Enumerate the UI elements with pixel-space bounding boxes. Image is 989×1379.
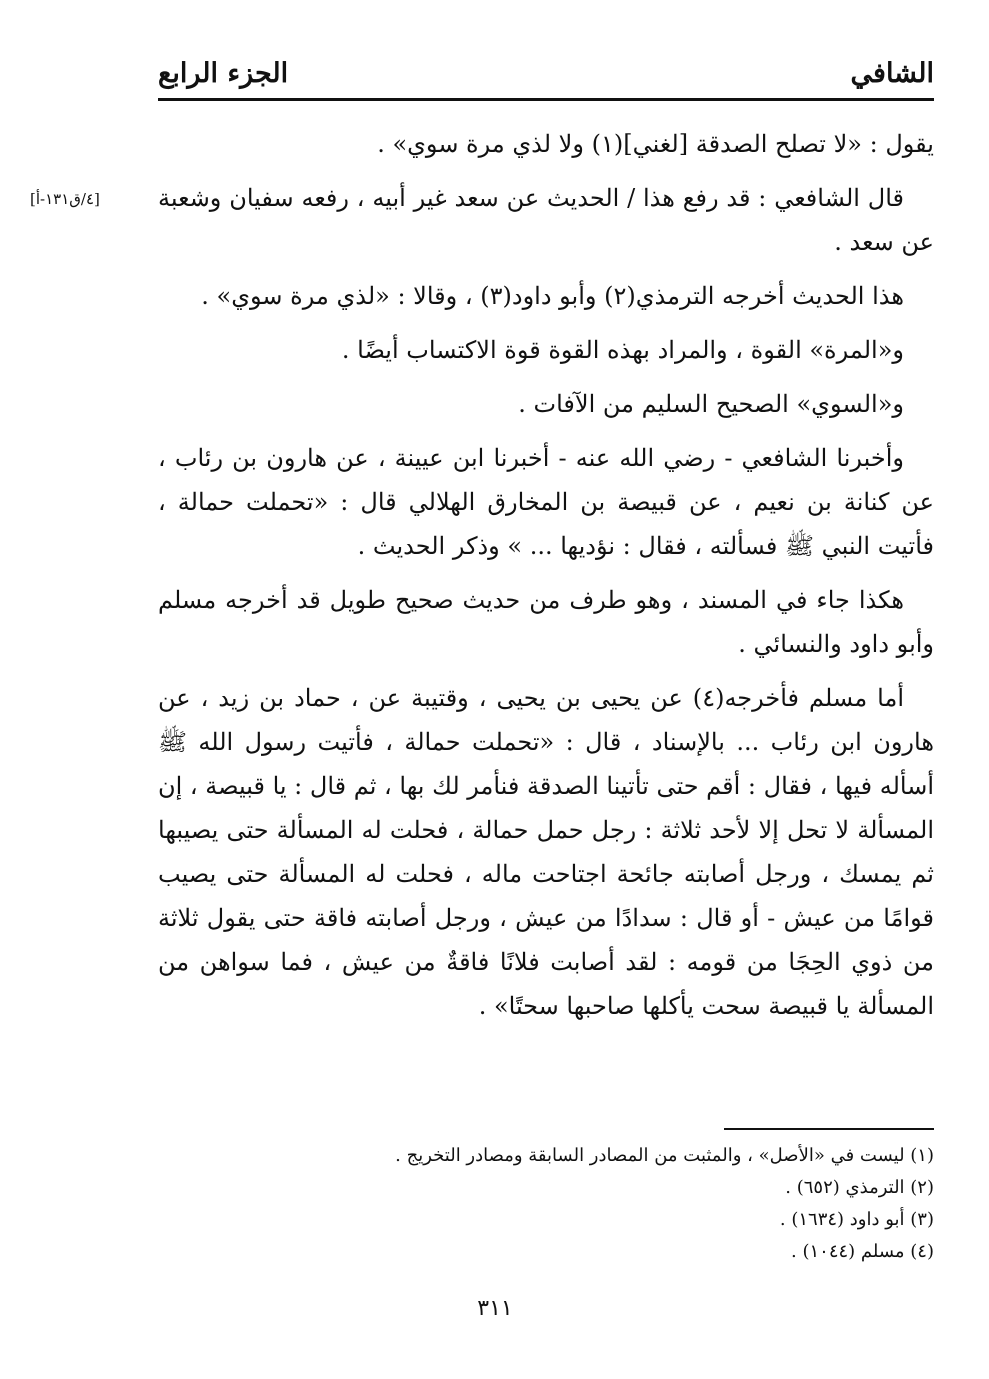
paragraph: و«السوي» الصحيح السليم من الآفات . <box>518 390 904 418</box>
paragraph: وأخبرنا الشافعي - رضي الله عنه - أخبرنا ابن عيينة ، عن هارون بن رئاب ، عن كنانة بن نعيم ، عن قبيصة بن المخارق الهلالي قال : «تحملت حمالة ، فأتيت النبي ﷺ فسألته ، فقال : نؤديها ... » وذكر الحديث . <box>158 444 934 560</box>
footnote: (٢) الترمذي (٦٥٢) . <box>785 1177 934 1198</box>
footnote-rule <box>724 1128 934 1130</box>
main-text <box>158 122 934 1038</box>
footnotes <box>158 1140 934 1268</box>
footnote: (٣) أبو داود (١٦٣٤) . <box>779 1209 934 1230</box>
header-rule <box>158 98 934 101</box>
footnote: (١) ليست في «الأصل» ، والمثبت من المصادر السابقة ومصادر التخريج . <box>395 1145 934 1166</box>
book-title: الشافي <box>850 58 934 89</box>
page-number: ٣١١ <box>477 1296 513 1321</box>
footnote: (٤) مسلم (١٠٤٤) . <box>791 1241 934 1262</box>
paragraph: هكذا جاء في المسند ، وهو طرف من حديث صحيح طويل قد أخرجه مسلم وأبو داود والنسائي . <box>158 586 934 658</box>
paragraph: يقول : «لا تصلح الصدقة [لغني](١) ولا لذي مرة سوي» . <box>377 130 934 158</box>
volume-title: الجزء الرابع <box>158 58 289 89</box>
paragraph: قال الشافعي : قد رفع هذا / الحديث عن سعد غير أبيه ، رفعه سفيان وشعبة عن سعد . <box>158 184 934 256</box>
paragraph: هذا الحديث أخرجه الترمذي(٢) وأبو داود(٣) ، وقالا : «لذي مرة سوي» . <box>201 282 904 310</box>
paragraph: أما مسلم فأخرجه(٤) عن يحيى بن يحيى ، وقتيبة عن ، حماد بن زيد ، عن هارون ابن رئاب ... بالإسناد ، قال : «تحملت حمالة ، فأتيت رسول الله ﷺ أسأله فيها ، فقال : أقم حتى تأتينا الصدقة فنأمر لك بها ، ثم قال : يا قبيصة ، إن المسألة لا تحل إلا لأحد ثلاثة : رجل حمل حمالة ، فحلت له المسألة حتى يصيبها ثم يمسك ، ورجل أصابته جائحة اجتاحت ماله ، فحلت له المسألة حتى يصيب قوامًا من عيش - أو قال : سدادًا من عيش ، ورجل أصابته فاقة حتى يقول ثلاثة من ذوي الحِجَا من قومه : لقد أصابت فلانًا فاقةٌ من عيش ، فما سواهن من المسألة يا قبيصة سحت يأكلها صاحبها سحتًا» . <box>158 684 935 1020</box>
running-header <box>158 58 934 98</box>
manuscript-folio-note: [٤/ق١٣١-أ] <box>30 190 100 208</box>
paragraph: و«المرة» القوة ، والمراد بهذه القوة قوة الاكتساب أيضًا . <box>341 336 904 364</box>
